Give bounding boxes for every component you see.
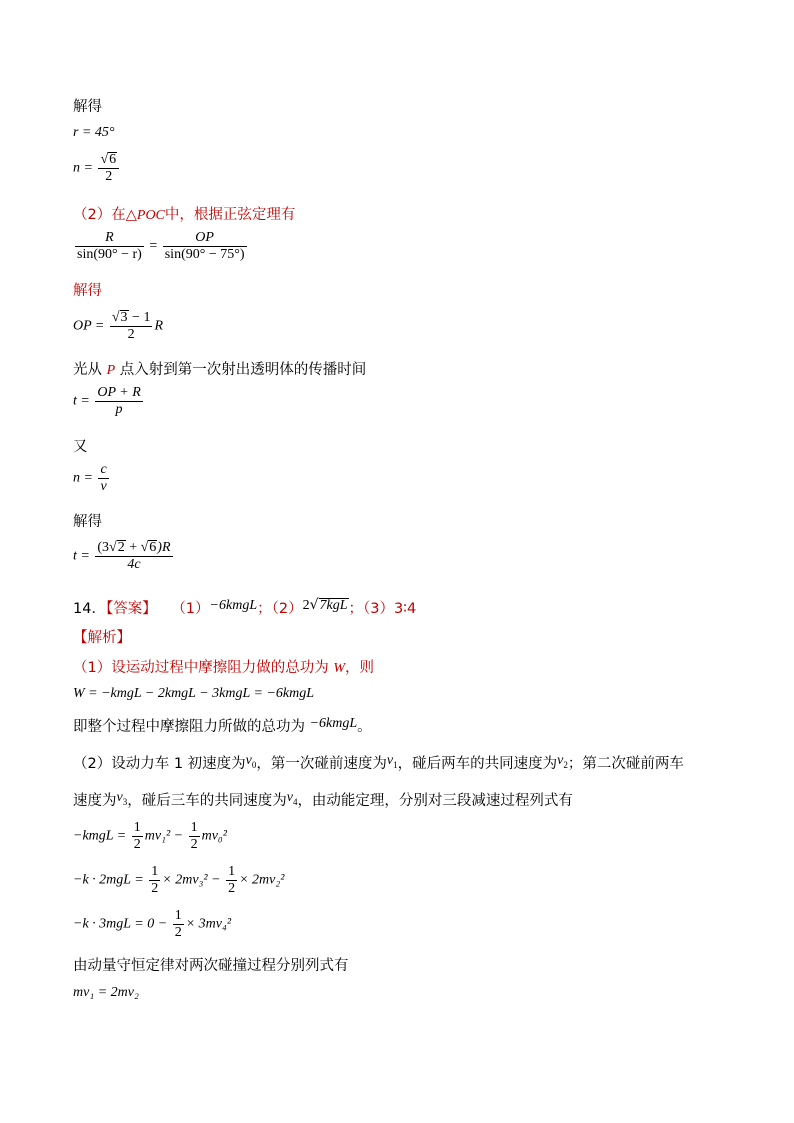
equation-t-final	[73, 540, 175, 573]
op-R: R	[154, 318, 164, 334]
q14-answer-line: 14．【答案】 （1）−6kmgL；（2）2√7kgL；（3）3∶4	[73, 597, 417, 617]
part2-rest: 中，根据正弦定理有	[164, 207, 296, 223]
t-denominator: p	[115, 402, 123, 417]
part2-line2	[73, 789, 573, 810]
p2-v3: v	[116, 790, 123, 805]
text-light-path	[73, 358, 366, 379]
text-jiede-3: 解得	[73, 514, 102, 530]
q14-value2-coef: 2	[302, 598, 310, 613]
p2-v1: v	[386, 753, 394, 768]
sine-right-den: sin(90° − 75°)	[164, 247, 245, 262]
n-denominator: 2	[105, 169, 113, 184]
equation-work: W = −kmgL − 2kmgL − 3kmgL = −6kmgL	[73, 686, 315, 701]
total-a: 即整个过程中摩擦阻力所做的总功为	[73, 719, 305, 735]
equation-t	[73, 385, 145, 418]
half-den: 2	[151, 881, 159, 896]
t2-denominator: 4c	[127, 557, 141, 572]
half-num: 1	[174, 908, 182, 923]
e3-lhs: −k · 3mgL = 0 −	[73, 916, 168, 932]
e3-term: × 3mv₄²	[185, 916, 232, 932]
equation-momentum: mv₁ = 2mv₂	[73, 985, 139, 1000]
q14-sep1: ；（2）	[257, 601, 303, 617]
e2-term1: × 2mv₃² −	[162, 872, 221, 888]
analysis-heading: 【解析】	[73, 630, 131, 646]
equation-op	[73, 310, 163, 343]
t-lhs: t =	[73, 393, 90, 409]
p1-a: （1）设运动过程中摩擦阻力做的总功为	[73, 660, 329, 676]
p2-l2-b: ，碰后三车的共同速度为	[127, 793, 287, 809]
text-you: 又	[73, 439, 88, 455]
nc-numerator: c	[100, 462, 107, 477]
text-jiede-2: 解得	[73, 283, 102, 299]
op-fraction: $\frac{√3 - 1}{2}$	[111, 310, 151, 342]
t2-num-b: )R	[157, 540, 171, 555]
light-P: P	[106, 363, 116, 378]
nc-denominator: v	[100, 479, 107, 494]
op-num-tail: − 1	[128, 310, 151, 325]
p2-v3-sub: 3	[122, 796, 128, 807]
sine-right-num: OP	[163, 230, 247, 247]
e1-term2: mv₀²	[201, 828, 227, 844]
equation-energy-1	[73, 820, 227, 853]
e1-half-1	[132, 820, 143, 853]
q14-part1: （1）	[171, 601, 210, 617]
t-numerator: OP + R	[97, 385, 141, 400]
momentum-line: 由动量守恒定律对两次碰撞过程分别列式有	[73, 958, 349, 974]
nc-fraction	[98, 462, 108, 495]
p2-l1-b: ，第一次碰前速度为	[256, 756, 387, 772]
e2-lhs: −k · 2mgL =	[73, 872, 144, 888]
part2-poc: POC	[136, 208, 165, 223]
equation-energy-2	[73, 864, 284, 897]
sine-left-num: R	[75, 230, 144, 247]
q14-value2-radicand: 7kgL	[319, 598, 348, 613]
op-denominator: 2	[127, 327, 135, 342]
total-work-line	[73, 715, 372, 736]
e3-half	[173, 908, 184, 941]
sine-right-fraction	[163, 230, 247, 263]
q14-value1: −6kmgL	[209, 598, 258, 613]
p2-l1-d: ；第二次碰前两车	[567, 756, 684, 772]
sine-left-fraction	[75, 230, 144, 263]
q14-number: 14．	[73, 601, 106, 617]
p2-v4: v	[286, 790, 293, 805]
text-jiede-1: 解得	[73, 99, 102, 115]
e2-term2: × 2mv₂²	[239, 872, 285, 888]
e2-half-1	[149, 864, 160, 897]
part1-intro	[73, 656, 374, 677]
t2-rad1: 2	[117, 540, 125, 555]
p1-W: W	[333, 661, 346, 676]
q14-answer-label: 【答案】	[105, 601, 157, 617]
t2-num-a: (3	[97, 540, 110, 555]
t2-rad2: 6	[149, 540, 157, 555]
p2-l2-c: ，由动能定理，分别对三段减速过程列式有	[297, 793, 573, 809]
half-num: 1	[133, 820, 141, 835]
nc-lhs: n =	[73, 470, 93, 486]
t2-lhs: t =	[73, 548, 90, 564]
equation-r: r = 45°	[73, 125, 115, 140]
p2-v4-sub: 4	[292, 796, 298, 807]
half-den: 2	[228, 881, 236, 896]
sine-left-den: sin(90° − r)	[77, 247, 142, 262]
p2-l1-a: （2）设动力车 1 初速度为	[73, 756, 246, 772]
half-num: 1	[228, 864, 236, 879]
p2-v2-sub: 2	[563, 759, 568, 770]
light-a: 光从	[73, 362, 102, 378]
n-fraction: $\frac{√6}{2}$	[98, 152, 119, 185]
p2-v2: v	[557, 753, 564, 768]
n-radicand: 6	[109, 152, 117, 167]
p2-v0: v	[245, 753, 252, 768]
t2-num-mid: +	[125, 540, 141, 555]
half-num: 1	[190, 820, 198, 835]
p2-v0-sub: 0	[251, 759, 257, 770]
t-fraction	[95, 385, 142, 418]
light-b: 点入射到第一次射出透明体的传播时间	[119, 362, 367, 378]
half-den: 2	[133, 837, 141, 852]
op-radicand: 3	[120, 310, 128, 325]
part2-label: （2）在△	[73, 207, 137, 223]
e2-half-2	[226, 864, 237, 897]
part2-heading	[73, 203, 295, 224]
q14-sep2: ；（3）3∶4	[348, 601, 417, 617]
total-value: −6kmgL	[309, 716, 358, 731]
p1-b: ，则	[345, 660, 375, 676]
e1-half-2	[189, 820, 200, 853]
equation-energy-3	[73, 908, 231, 941]
p2-l2-a: 速度为	[73, 793, 117, 809]
t2-fraction: $\frac{(3√2 + √6)R}{4c}$	[97, 540, 171, 572]
part2-line1	[73, 752, 684, 773]
op-lhs: OP =	[73, 318, 105, 334]
e1-term1: mv₁² −	[144, 828, 184, 844]
p2-l1-c: ，碰后两车的共同速度为	[397, 756, 558, 772]
total-b: 。	[357, 719, 372, 735]
equation-n	[73, 152, 121, 185]
equation-n-cv	[73, 462, 111, 495]
n-lhs: n =	[73, 160, 93, 176]
half-num: 1	[151, 864, 159, 879]
equation-sine-rule: $\frac{R}{\sin(90^\circ - r)}$ = $\frac{OP}{\sin(90^\circ - 75^\circ)}$	[77, 230, 245, 262]
half-den: 2	[174, 925, 182, 940]
e1-lhs: −kmgL =	[73, 828, 127, 844]
p2-v1-sub: 1	[393, 759, 398, 770]
half-den: 2	[190, 837, 198, 852]
